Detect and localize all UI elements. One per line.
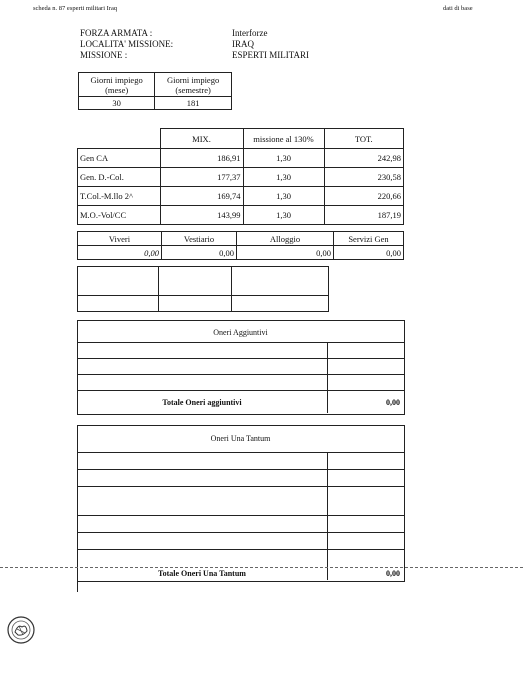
- rate-pct: 1,30: [243, 168, 324, 187]
- rate-tot: 242,98: [324, 149, 404, 168]
- rates-header-pct: missione al 130%: [243, 129, 324, 149]
- oneri-una-tantum-box: [77, 425, 405, 582]
- rate-pct: 1,30: [243, 149, 324, 168]
- giorni-mese-header: Giorni impiego (mese): [79, 73, 155, 97]
- service-value-servizi: 0,00: [334, 246, 404, 260]
- label-forza-armata: FORZA ARMATA :: [80, 28, 153, 38]
- value-localita-missione: IRAQ: [232, 39, 254, 49]
- rates-header-mix: MIX.: [160, 129, 243, 149]
- value-missione: ESPERTI MILITARI: [232, 50, 309, 60]
- row-divider: [77, 342, 404, 343]
- service-header-vestiario: Vestiario: [162, 232, 237, 246]
- row-divider: [77, 515, 404, 516]
- services-table: [77, 231, 404, 260]
- rate-mix: 186,91: [160, 149, 243, 168]
- grid-divider: [158, 266, 159, 311]
- table-row: [78, 187, 404, 206]
- rate-tot: 187,19: [324, 206, 404, 225]
- rate-pct: 1,30: [243, 187, 324, 206]
- service-header-viveri: Viveri: [78, 232, 162, 246]
- row-divider: [77, 390, 404, 391]
- label-missione: MISSIONE :: [80, 50, 128, 60]
- rate-tot: 220,66: [324, 187, 404, 206]
- service-value-alloggio: 0,00: [237, 246, 334, 260]
- box-continuation: [77, 580, 78, 592]
- rate-label: T.Col.-M.llo 2^: [78, 187, 161, 206]
- giorni-semestre-header: Giorni impiego (semestre): [155, 73, 232, 97]
- rate-mix: 169,74: [160, 187, 243, 206]
- row-divider: [77, 452, 404, 453]
- oneri-aggiuntivi-total-label: Totale Oneri aggiuntivi: [162, 398, 242, 407]
- rates-header-tot: TOT.: [324, 129, 404, 149]
- giorni-mese-value: 30: [79, 97, 155, 110]
- rates-table: [77, 128, 404, 225]
- col-divider: [327, 452, 328, 580]
- doc-header-right: dati di base: [443, 5, 473, 12]
- value-forza-armata: Interforze: [232, 28, 268, 38]
- grid-divider: [231, 266, 232, 311]
- row-divider: [77, 374, 404, 375]
- row-divider: [77, 358, 404, 359]
- rate-label: Gen. D.-Col.: [78, 168, 161, 187]
- grid-divider: [77, 295, 328, 296]
- table-row: [78, 149, 404, 168]
- rate-label: Gen CA: [78, 149, 161, 168]
- col-divider: [327, 342, 328, 413]
- table-row: [78, 206, 404, 225]
- page-break-line: [0, 567, 523, 568]
- oneri-aggiuntivi-title: Oneri Aggiuntivi: [213, 328, 268, 337]
- giorni-semestre-value: 181: [155, 97, 232, 110]
- rate-mix: 143,99: [160, 206, 243, 225]
- service-value-vestiario: 0,00: [162, 246, 237, 260]
- row-divider: [77, 532, 404, 533]
- una-tantum-total-label: Totale Oneri Una Tantum: [158, 569, 246, 578]
- doc-header-left: scheda n. 87 esperti militari Iraq: [33, 5, 118, 12]
- rate-mix: 177,37: [160, 168, 243, 187]
- service-value-viveri: 0,00: [78, 246, 162, 260]
- oneri-aggiuntivi-total-value: 0,00: [386, 398, 400, 407]
- una-tantum-total-value: 0,00: [386, 569, 400, 578]
- row-divider: [77, 469, 404, 470]
- rate-tot: 230,58: [324, 168, 404, 187]
- service-header-servizi: Servizi Gen: [334, 232, 404, 246]
- oneri-una-tantum-title: Oneri Una Tantum: [210, 434, 271, 443]
- rate-pct: 1,30: [243, 206, 324, 225]
- table-row: [78, 168, 404, 187]
- empty-grid: [77, 266, 329, 312]
- row-divider: [77, 549, 404, 550]
- label-localita-missione: LOCALITA' MISSIONE:: [80, 39, 174, 49]
- seal-stamp-icon: [6, 615, 36, 645]
- rates-corner: [78, 129, 161, 149]
- service-header-alloggio: Alloggio: [237, 232, 334, 246]
- rate-label: M.O.-Vol/CC: [78, 206, 161, 225]
- row-divider: [77, 486, 404, 487]
- giorni-impiego-table: [78, 72, 232, 110]
